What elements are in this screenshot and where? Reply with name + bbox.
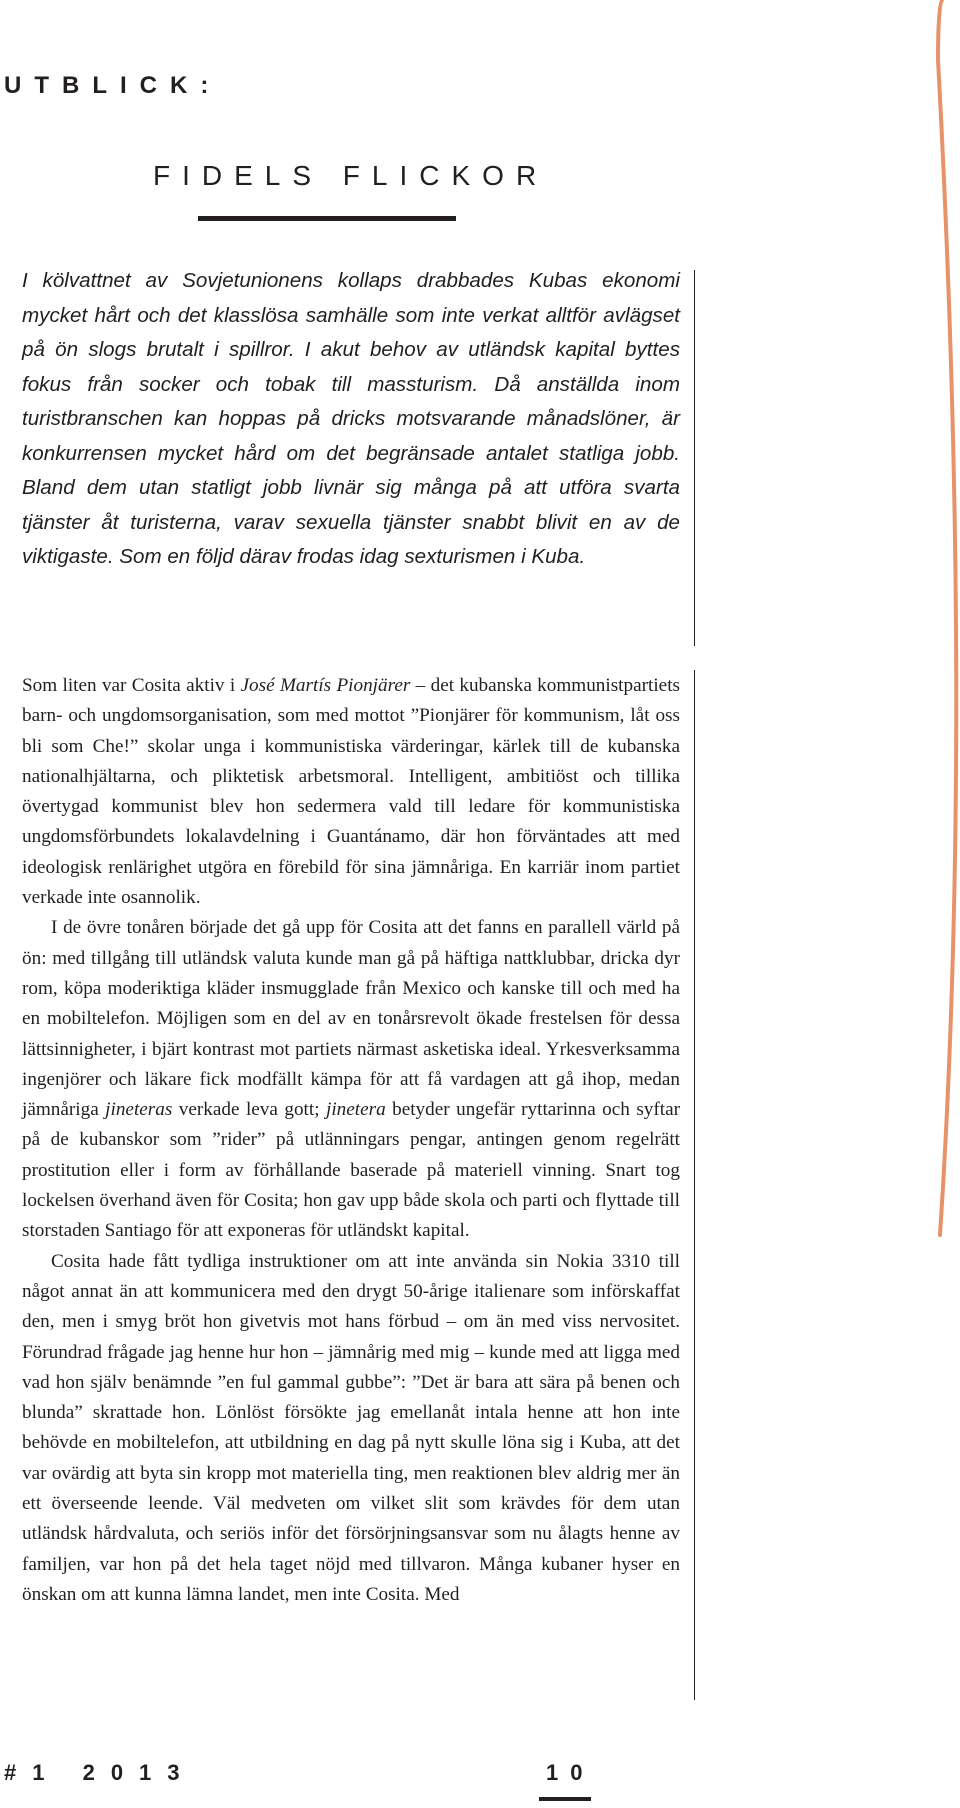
section-label: UTBLICK: bbox=[4, 72, 222, 99]
page-number: 10 bbox=[546, 1760, 595, 1785]
article-title: FIDELS FLICKOR bbox=[153, 160, 549, 191]
body-side-rule bbox=[694, 670, 695, 1700]
organization-name: José Martís Pionjärer bbox=[240, 675, 411, 696]
intro-paragraph: I kölvattnet av Sovjetunionens kollaps drabbades Kubas ekonomi mycket hårt och det klasslösa samhälle som inte verkat alltför avlägset på ön slogs brutalt i spillror. I akut behov av utländsk kapital byttes fokus från socker och tobak till massturism. Då anställda inom turistbranschen kan hoppas på dricks motsvarande månadslöner, är konkurrensen mycket hård om det begränsade antalet statliga jobb. Bland dem utan statligt jobb livnär sig många på att utföra svarta tjänster åt turisterna, varav sexuella tjänster snabbt blivit en av de viktigaste. Som en följd därav frodas idag sexturismen i Kuba. bbox=[22, 269, 680, 568]
issue-label: #1 2013 bbox=[4, 1760, 196, 1785]
title-underline bbox=[198, 216, 456, 221]
page-number-underline bbox=[539, 1797, 591, 1801]
body-paragraph-1: Som liten var Cosita aktiv i José Martís Pionjärer – det kubanska kommunistpartiets barn- och ungdomsorganisation, som med mottot ”Pionjärer för kommunism, låt oss bli som Che!” skolar unga i kommunistiska värderingar, kärlek till de kubanska nationalhjältarna, och pliktetisk arbetsmoral. Intelligent, ambitiöst och tillika övertygad kommunist blev hon sedermera vald till ledare för kommunistiska ungdomsförbundets lokalavdelning i Guantánamo, där hon förväntades att med ideologisk renlärighet utgöra en förebild för sina jämnåriga. En karriär inom partiet verkade inte osannolik. bbox=[22, 675, 680, 909]
decorative-orange-arc bbox=[880, 0, 960, 1260]
term-jineteras: jineteras bbox=[105, 1099, 173, 1121]
article-body bbox=[22, 671, 680, 1610]
intro-side-rule bbox=[694, 270, 695, 646]
body-paragraph-2: I de övre tonåren började det gå upp för Cosita att det fanns en parallell värld på ön: med tillgång till utländsk valuta kunde man gå på häftiga nattklubbar, dricka dyr rom, köpa moderiktiga kläder insmugglade från Mexico och kanske till och med ha en mobiltelefon. Möjligen som en del av en tonårsrevolt ökade frestelsen för dessa lättsinnigheter, i bjärt kontrast mot partiets närmast asketiska ideal. Yrkesverksamma ingenjörer och läkare fick modfällt kämpa för att få vardagen att gå ihop, medan jämnåriga jineteras verkade leva gott; jinetera betyder ungefär ryttarinna och syftar på de kubanskor som ”rider” på utlänningars pengar, antingen genom regelrätt prostitution eller i form av förhållande baserade på materiell vinning. Snart tog lockelsen överhand även för Cosita; hon gav upp både skola och parti och flyttade till storstaden Santiago för att exponeras för utländskt kapital. bbox=[22, 917, 681, 1242]
term-jinetera: jinetera bbox=[325, 1099, 386, 1121]
body-paragraph-3: Cosita hade fått tydliga instruktioner om att inte använda sin Nokia 3310 till något annat än att kommunicera med den drygt 50-årige italienare som införskaffat den, men i smyg bröt hon givetvis mot hans förbud – om än med viss nervositet. Förundrad frågade jag henne hur hon – jämnårig med mig – kunde med att ligga med vad hon själv benämnde ”en ful gammal gubbe”: ”Det är bara att sära på benen och blunda” skrattade hon. Lönlöst försökte jag emellanåt intala henne att hon inte behövde en mobiltelefon, att utbildning en dag på nytt skulle löna sig i Kuba, att det var ovärdig att byta sin kropp mot materiella ting, men reaktionen blev aldrig mer än ett överseende leende. Väl medveten om vilket slit som krävdes för dem utan utländsk hårdvaluta, och seriös inför det försörjningsansvar som nu ålagts henne av familjen, var hon på det hela taget nöjd med tillvaron. Många kubaner hyser en önskan om att kunna lämna landet, men inte Cosita. Med bbox=[22, 1250, 680, 1605]
